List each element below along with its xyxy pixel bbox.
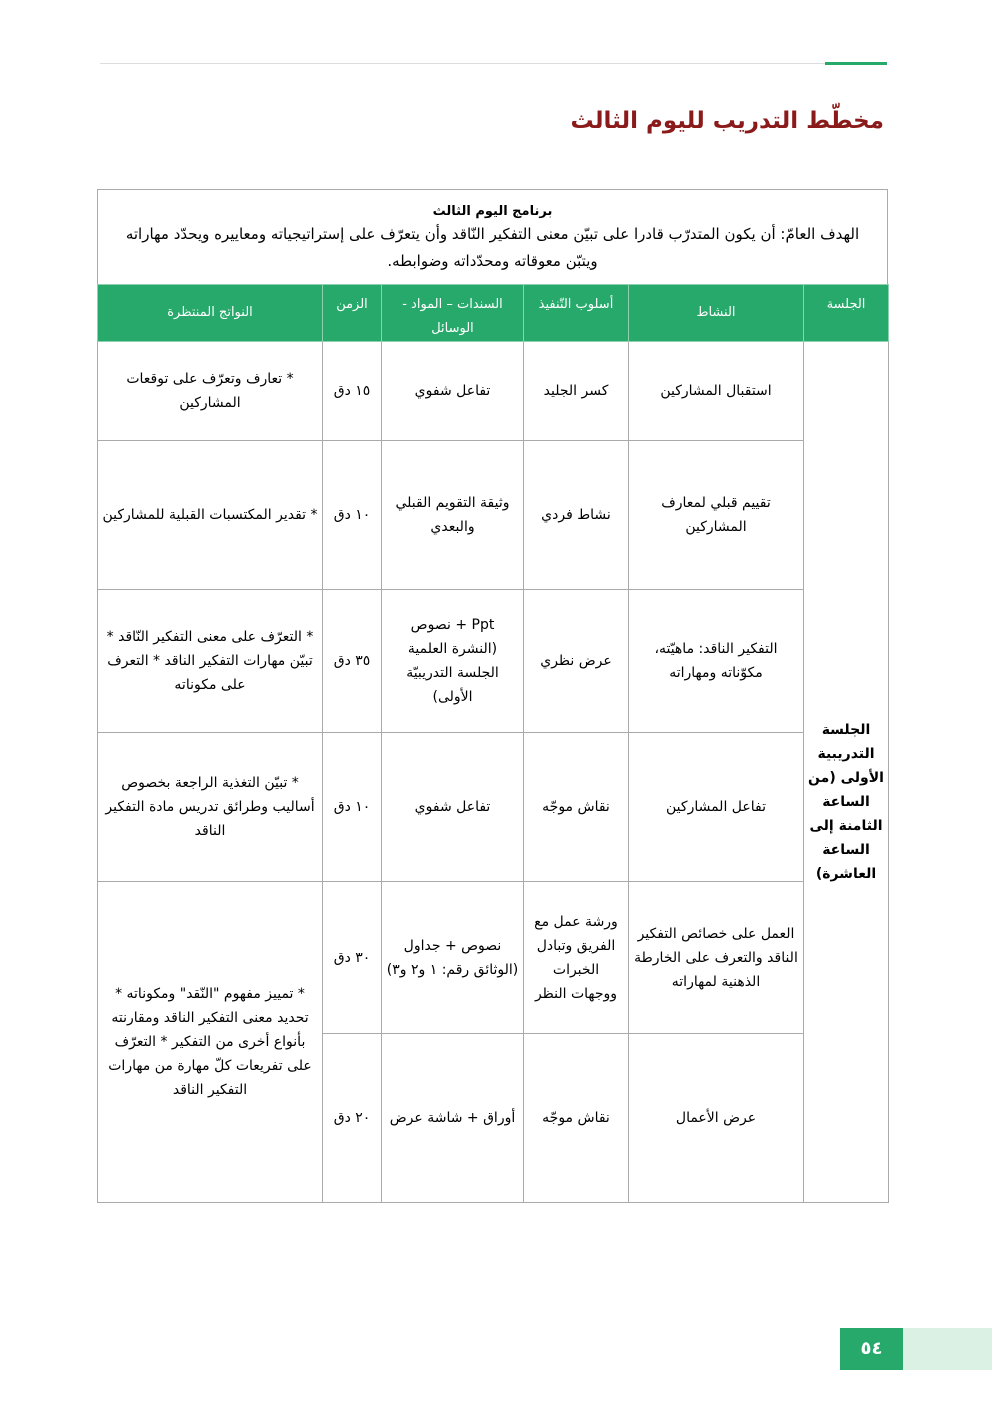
time-cell: ٣٠ دق	[323, 882, 382, 1034]
activity-cell: تفاعل المشاركين	[629, 733, 804, 882]
outcomes-cell: * تعارف وتعرّف على توقعات المشاركين	[98, 342, 323, 441]
method-cell: نقاش موجّه	[524, 1034, 629, 1203]
session-cell: الجلسة التدريبية الأولى (من الساعة الثامنة إلى الساعة العاشرة)	[804, 342, 889, 1203]
activity-cell: تقييم قبلي لمعارف المشاركين	[629, 441, 804, 590]
col-outcomes: النواتج المنتظرة	[98, 285, 323, 342]
general-goal: الهدف العامّ: أن يكون المتدرّب قادرا على تبيّن معنى التفكير النّاقد وأن يتعرّف على إستراتيجياته ومعاييره ويحدّد مهاراته ويتبّن معوقاته ومحدّداته وضوابطه.	[125, 225, 860, 270]
page-title: مخطّط التدريب لليوم الثالث	[570, 108, 884, 134]
time-cell: ١٠ دق	[323, 441, 382, 590]
program-title: برنامج اليوم الثالث	[432, 204, 553, 219]
table-row	[98, 882, 889, 1034]
col-time: الزمن	[323, 285, 382, 342]
activity-cell: التفكير الناقد: ماهيّته، مكوّناته ومهاراته	[629, 590, 804, 733]
method-cell: عرض نظري	[524, 590, 629, 733]
materials-cell: وثيقة التقويم القبلي والبعدي	[382, 441, 524, 590]
col-materials: السندات – المواد - الوسائل	[382, 285, 524, 342]
activity-cell: العمل على خصائص التفكير الناقد والتعرف على الخارطة الذهنية لمهاراته	[629, 882, 804, 1034]
table-row	[98, 342, 889, 441]
materials-cell: Ppt + نصوص (النشرة العلمية الجلسة التدريبيّة الأولى)	[382, 590, 524, 733]
materials-cell: تفاعل شفوي	[382, 733, 524, 882]
time-cell: ٣٥ دق	[323, 590, 382, 733]
top-rule-accent	[825, 62, 887, 65]
page-number: ٥٤	[840, 1328, 903, 1370]
method-cell: نقاش موجّه	[524, 733, 629, 882]
materials-cell: أوراق + شاشة عرض	[382, 1034, 524, 1203]
time-cell: ١٠ دق	[323, 733, 382, 882]
activity-cell: استقبال المشاركين	[629, 342, 804, 441]
training-plan	[97, 189, 888, 1203]
materials-cell: تفاعل شفوي	[382, 342, 524, 441]
outcomes-cell: * تقدير المكتسبات القبلية للمشاركين	[98, 441, 323, 590]
time-cell: ١٥ دق	[323, 342, 382, 441]
method-cell: نشاط فردي	[524, 441, 629, 590]
header-row	[98, 285, 889, 342]
table-row	[98, 590, 889, 733]
outcomes-cell: * التعرّف على معنى التفكير النّاقد * تبيّن مهارات التفكير الناقد * التعرف على مكوناته	[98, 590, 323, 733]
col-session: الجلسة	[804, 285, 889, 342]
program-header	[97, 189, 888, 284]
col-method: أسلوب التّنفيذ	[524, 285, 629, 342]
activity-cell: عرض الأعمال	[629, 1034, 804, 1203]
table-row	[98, 441, 889, 590]
method-cell: ورشة عمل مع الفريق وتبادل الخبرات ووجهات النظر	[524, 882, 629, 1034]
table-row	[98, 733, 889, 882]
outcomes-cell: * تمييز مفهوم "النّقد" ومكوناته * تحديد معنى التفكير الناقد ومقارنته بأنواع أخرى من التفكير * التعرّف على تفريعات كلّ مهارة من مهارات التفكير الناقد	[98, 882, 323, 1203]
col-activity: النشاط	[629, 285, 804, 342]
plan-table	[97, 284, 889, 1203]
method-cell: كسر الجليد	[524, 342, 629, 441]
outcomes-cell: * تبيّن التغذية الراجعة بخصوص أساليب وطرائق تدريس مادة التفكير الناقد	[98, 733, 323, 882]
materials-cell: نصوص + جداول (الوثائق رقم: ١ و٢ و٣)	[382, 882, 524, 1034]
time-cell: ٢٠ دق	[323, 1034, 382, 1203]
page-number-band	[903, 1328, 992, 1370]
top-rule	[100, 63, 887, 64]
